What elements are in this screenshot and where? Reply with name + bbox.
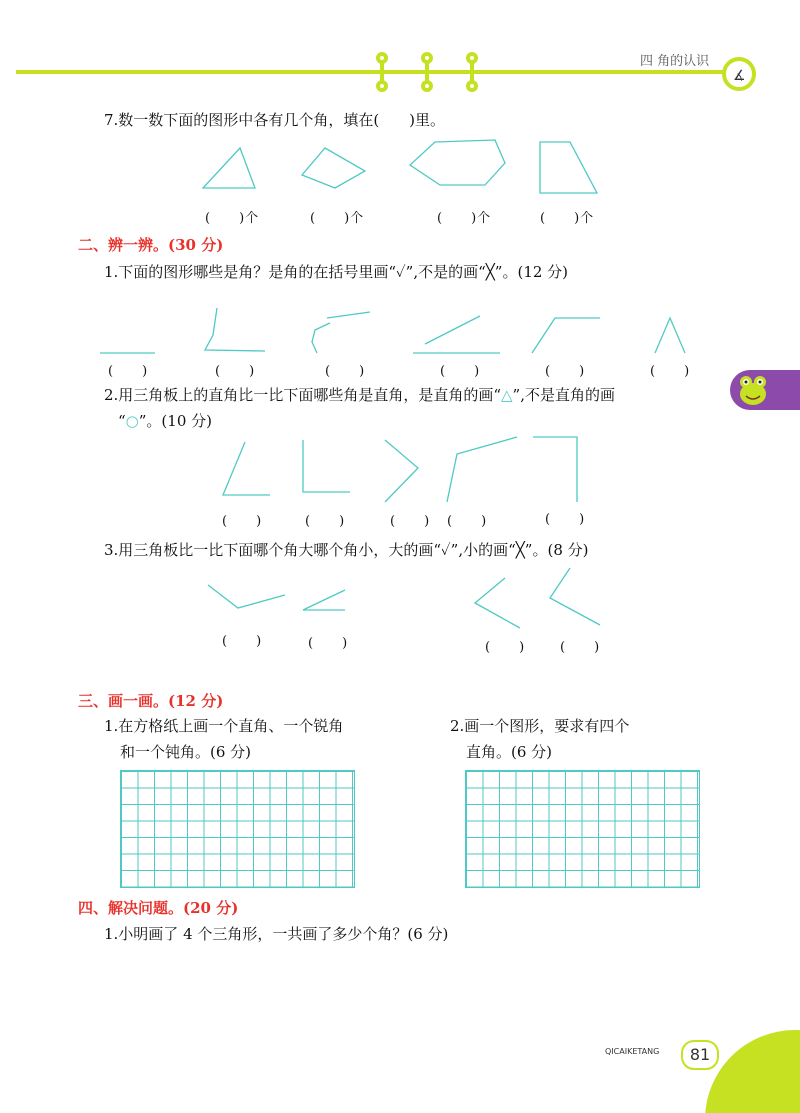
s2-q3-blank-3[interactable]: ( ) <box>485 640 526 655</box>
s3-q2-line1: 2.画一个图形，要求有四个 <box>450 717 630 735</box>
s2-q3-blank-1[interactable]: ( ) <box>222 634 263 649</box>
frog-mascot-icon <box>735 372 771 408</box>
s2-q1-figures <box>95 300 705 360</box>
q7-blank-3[interactable]: ( )个 <box>437 211 492 226</box>
triangle-shape <box>203 148 255 188</box>
s2-q2-line1 <box>104 385 615 405</box>
s2-q2-blank-2[interactable]: ( ) <box>305 514 346 529</box>
s2-q3-figures <box>200 565 610 635</box>
s2-q2-text-d: ”。(10 分) <box>138 412 212 430</box>
s2-q2-text-a: 2.用三角板上的直角比一比下面哪些角是直角，是直角的画“ <box>104 386 501 404</box>
q7-shapes <box>195 135 615 200</box>
section3-heading: 三、画一画。(12 分) <box>78 692 224 710</box>
circle-symbol: ○ <box>125 412 139 430</box>
s3-q2-line2: 直角。(6 分) <box>466 743 553 761</box>
svg-text:∡: ∡ <box>733 68 746 84</box>
s3-q1-line2: 和一个钝角。(6 分) <box>120 743 252 761</box>
q7-blank-1[interactable]: ( )个 <box>205 211 260 226</box>
q7-blank-2[interactable]: ( )个 <box>310 211 365 226</box>
binder-rings-icon <box>370 48 490 94</box>
section2-heading: 二、辨一辨。(30 分) <box>78 236 224 254</box>
chapter-badge-icon <box>720 55 760 95</box>
s2-q2-blank-5[interactable]: ( ) <box>545 512 586 527</box>
s2-q1-blank-2[interactable]: ( ) <box>215 364 256 379</box>
triangle-symbol: △ <box>500 386 513 404</box>
s4-q1-title: 1.小明画了 4 个三角形，一共画了多少个角？(6 分) <box>104 925 449 943</box>
chapter-title: 四 角的认识 <box>640 54 710 69</box>
s2-q1-blank-4[interactable]: ( ) <box>440 364 481 379</box>
s2-q1-title: 1.下面的图形哪些是角？是角的在括号里画“✓”,不是的画“╳”。(12 分) <box>104 263 569 281</box>
s2-q2-text-c: “ <box>118 412 126 430</box>
s2-q3-blank-4[interactable]: ( ) <box>560 640 601 655</box>
grid-paper-right[interactable] <box>465 770 700 888</box>
footer-brand: QICAIKETANG <box>605 1047 660 1056</box>
s2-q2-blank-1[interactable]: ( ) <box>222 514 263 529</box>
s2-q1-blank-6[interactable]: ( ) <box>650 364 691 379</box>
s2-q2-figures <box>215 432 595 507</box>
s2-q1-blank-1[interactable]: ( ) <box>108 364 149 379</box>
s3-q1-line1: 1.在方格纸上画一个直角、一个锐角 <box>104 717 344 735</box>
section4-heading: 四、解决问题。(20 分) <box>78 899 239 917</box>
s2-q1-blank-3[interactable]: ( ) <box>325 364 366 379</box>
q7-blank-4[interactable]: ( )个 <box>540 211 595 226</box>
s2-q1-blank-5[interactable]: ( ) <box>545 364 586 379</box>
s2-q2-blank-3[interactable]: ( ) <box>390 514 431 529</box>
s2-q3-blank-2[interactable]: ( ) <box>308 636 349 651</box>
s2-q2-text-b: ”,不是直角的画 <box>512 386 615 404</box>
s2-q3-title: 3.用三角板比一比下面哪个角大哪个角小，大的画“✓”,小的画“╳”。(8 分) <box>104 541 589 559</box>
page-number: 81 <box>681 1040 719 1070</box>
grid-paper-left[interactable] <box>120 770 355 888</box>
s2-q2-blank-4[interactable]: ( ) <box>447 514 488 529</box>
q7-title: 7.数一数下面的图形中各有几个角，填在( )里。 <box>104 111 446 129</box>
s2-q2-line2 <box>118 411 212 431</box>
trapezoid-shape <box>540 142 597 193</box>
hexagon-shape <box>410 140 505 185</box>
quadrilateral-shape <box>302 148 365 188</box>
